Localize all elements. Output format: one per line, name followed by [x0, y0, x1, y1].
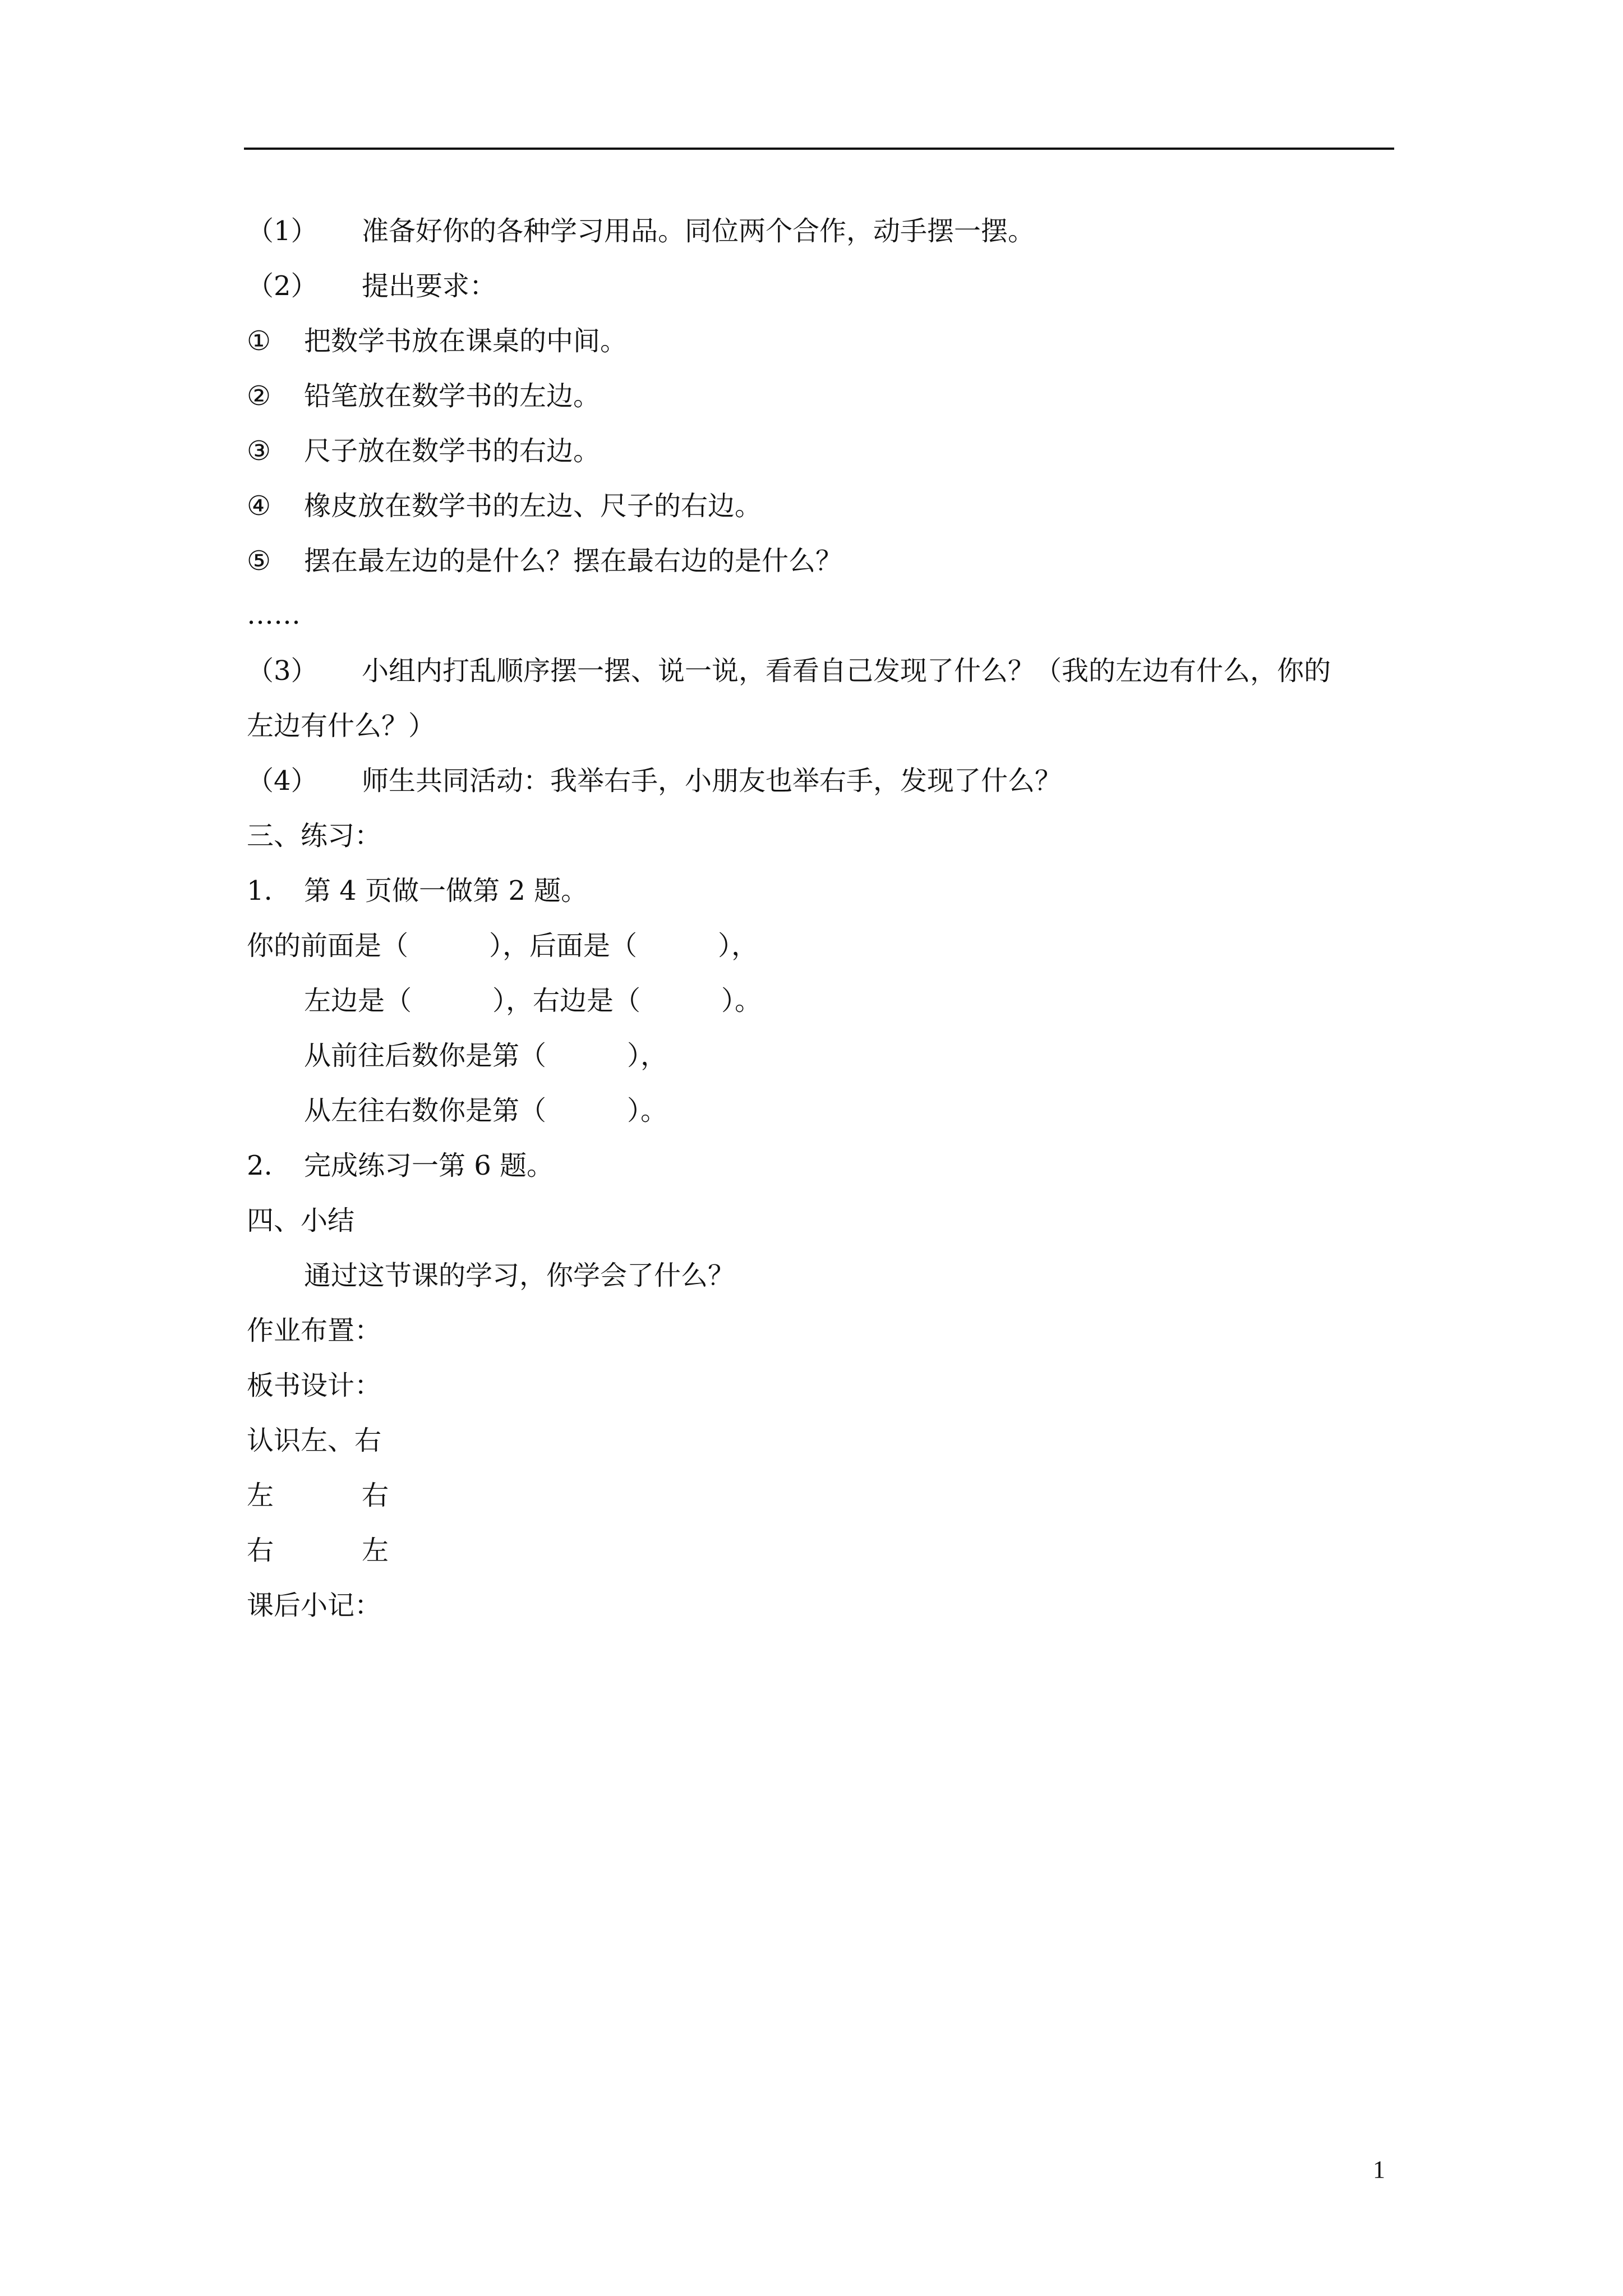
board-left-word: 左 [247, 1480, 274, 1511]
practice-item-number: 1. [247, 875, 273, 907]
step-number: （1） [247, 215, 318, 247]
requirement-text: 尺子放在数学书的右边。 [304, 435, 601, 467]
requirement-text: 铅笔放在数学书的左边。 [304, 380, 601, 412]
requirement-number: ④ [247, 490, 271, 522]
step-number: （2） [247, 270, 318, 302]
requirement-text: 摆在最左边的是什么？摆在最右边的是什么？ [304, 545, 843, 577]
practice-item-number: 2. [247, 1150, 273, 1181]
practice-heading: 三、练习： [247, 820, 382, 852]
practice-item-text: 第 4 页做一做第 2 题。 [304, 875, 588, 907]
fill-blank-line-4: 从左往右数你是第（ ）。 [304, 1095, 668, 1126]
step-text: 小组内打乱顺序摆一摆、说一说，看看自己发现了什么？（我的左边有什么，你的 [362, 655, 1331, 687]
requirement-number: ③ [247, 435, 271, 467]
homework-heading: 作业布置： [247, 1315, 382, 1346]
summary-text: 通过这节课的学习，你学会了什么？ [304, 1260, 735, 1291]
summary-heading: 四、小结 [247, 1205, 355, 1236]
board-left-word: 右 [247, 1535, 274, 1566]
fill-blank-line-2: 左边是（ ），右边是（ ）。 [304, 985, 762, 1016]
fill-blank-line-1: 你的前面是（ ），后面是（ ）， [247, 930, 759, 961]
page-number: 1 [1373, 2156, 1385, 2183]
board-title: 认识左、右 [247, 1425, 382, 1456]
notes-heading: 课后小记： [247, 1590, 382, 1621]
step-number: （3） [247, 655, 318, 687]
step-number: （4） [247, 765, 318, 797]
requirement-text: 橡皮放在数学书的左边、尺子的右边。 [304, 490, 762, 522]
step-text: 提出要求： [362, 270, 497, 302]
ellipsis: …… [247, 599, 301, 631]
requirement-number: ⑤ [247, 545, 271, 577]
requirement-number: ① [247, 325, 271, 357]
board-right-word: 左 [362, 1535, 389, 1566]
board-heading: 板书设计： [247, 1370, 382, 1401]
fill-blank-line-3: 从前往后数你是第（ ）， [304, 1040, 668, 1071]
step-3-continuation: 左边有什么？） [247, 710, 436, 742]
requirement-text: 把数学书放在课桌的中间。 [304, 325, 628, 357]
step-text: 师生共同活动：我举右手，小朋友也举右手，发现了什么？ [362, 765, 1062, 797]
step-text: 准备好你的各种学习用品。同位两个合作，动手摆一摆。 [362, 215, 1035, 247]
header-rule [244, 148, 1394, 150]
practice-item-text: 完成练习一第 6 题。 [304, 1150, 554, 1181]
requirement-number: ② [247, 380, 271, 412]
board-right-word: 右 [362, 1480, 389, 1511]
